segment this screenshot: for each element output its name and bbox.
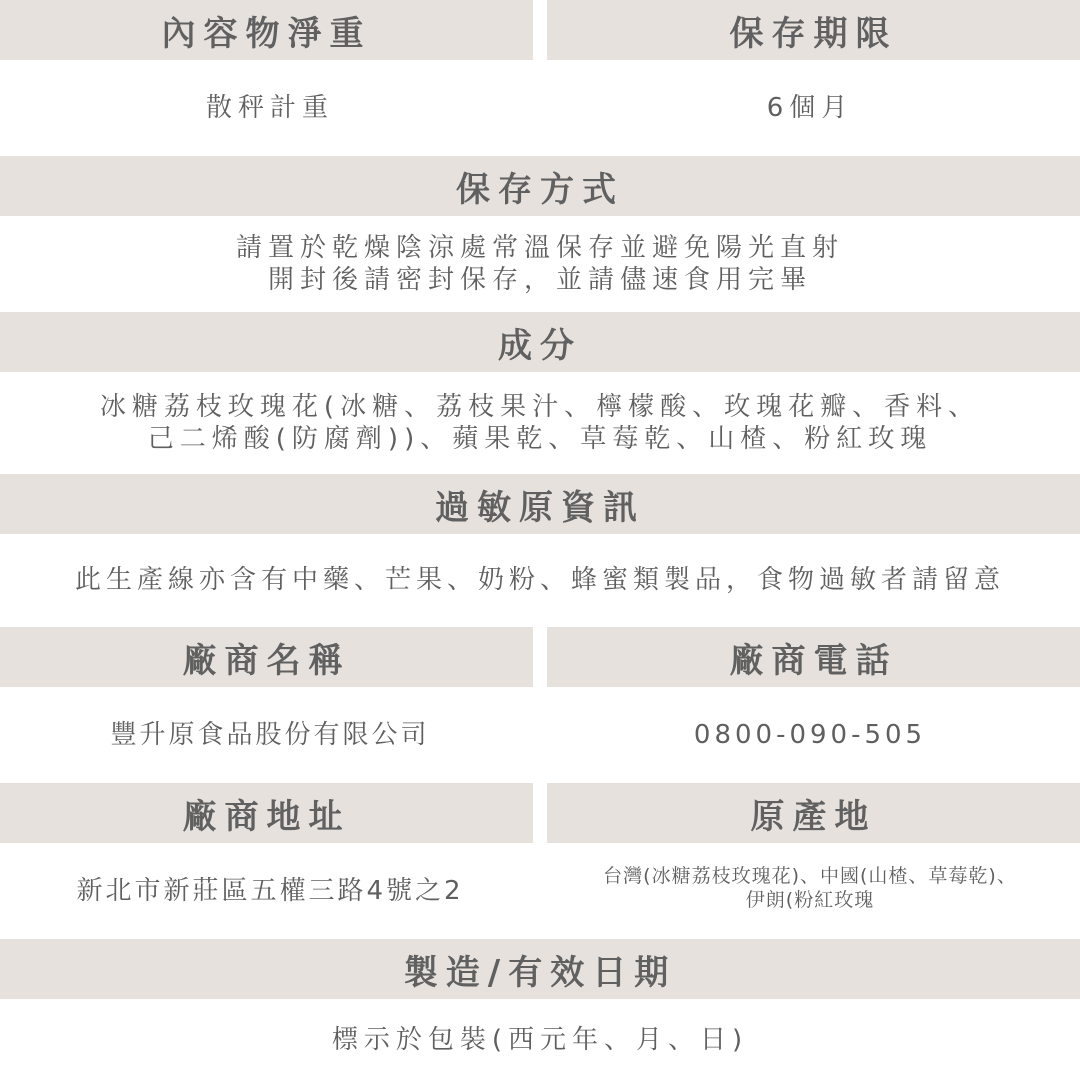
manufacturer-value: 豐升原食品股份有限公司 <box>110 720 430 750</box>
shelf-life-header: 保存期限 <box>547 0 1080 60</box>
date-value: 標示於包裝(西元年、月、日) <box>331 1024 749 1055</box>
allergen-header: 過敏原資訊 <box>0 474 1080 534</box>
ingredients-header: 成分 <box>0 312 1080 372</box>
ingredients-line-1: 冰糖荔枝玫瑰花(冰糖、荔枝果汁、檸檬酸、玫瑰花瓣、香料、 <box>99 392 981 422</box>
origin-value <box>540 843 1080 939</box>
storage-line-2: 開封後請密封保存，並請儘速食用完畢 <box>267 265 812 295</box>
net-weight-header: 內容物淨重 <box>0 0 533 60</box>
storage-line-1: 請置於乾燥陰涼處常溫保存並避免陽光直射 <box>235 233 844 263</box>
origin-line-1: 台灣(冰糖荔枝玫瑰花)、中國(山楂、草莓乾)、 <box>603 865 1017 887</box>
net-weight-value: 散秤計重 <box>205 93 334 123</box>
storage-header: 保存方式 <box>0 156 1080 216</box>
ingredients-value <box>0 372 1080 474</box>
shelf-life-value: 6個月 <box>766 93 854 123</box>
address-value: 新北市新莊區五權三路4號之2 <box>76 876 464 906</box>
phone-header: 廠商電話 <box>547 627 1080 687</box>
date-header: 製造/有效日期 <box>0 939 1080 999</box>
origin-line-2: 伊朗(粉紅玫瑰 <box>745 889 875 911</box>
manufacturer-header: 廠商名稱 <box>0 627 533 687</box>
ingredients-line-2: 己二烯酸(防腐劑))、蘋果乾、草莓乾、山楂、粉紅玫瑰 <box>147 424 933 454</box>
address-header: 廠商地址 <box>0 783 533 843</box>
allergen-value: 此生產線亦含有中藥、芒果、奶粉、蜂蜜類製品，食物過敏者請留意 <box>74 565 1005 595</box>
storage-value <box>0 216 1080 312</box>
phone-value: 0800-090-505 <box>693 720 927 750</box>
origin-header: 原產地 <box>547 783 1080 843</box>
